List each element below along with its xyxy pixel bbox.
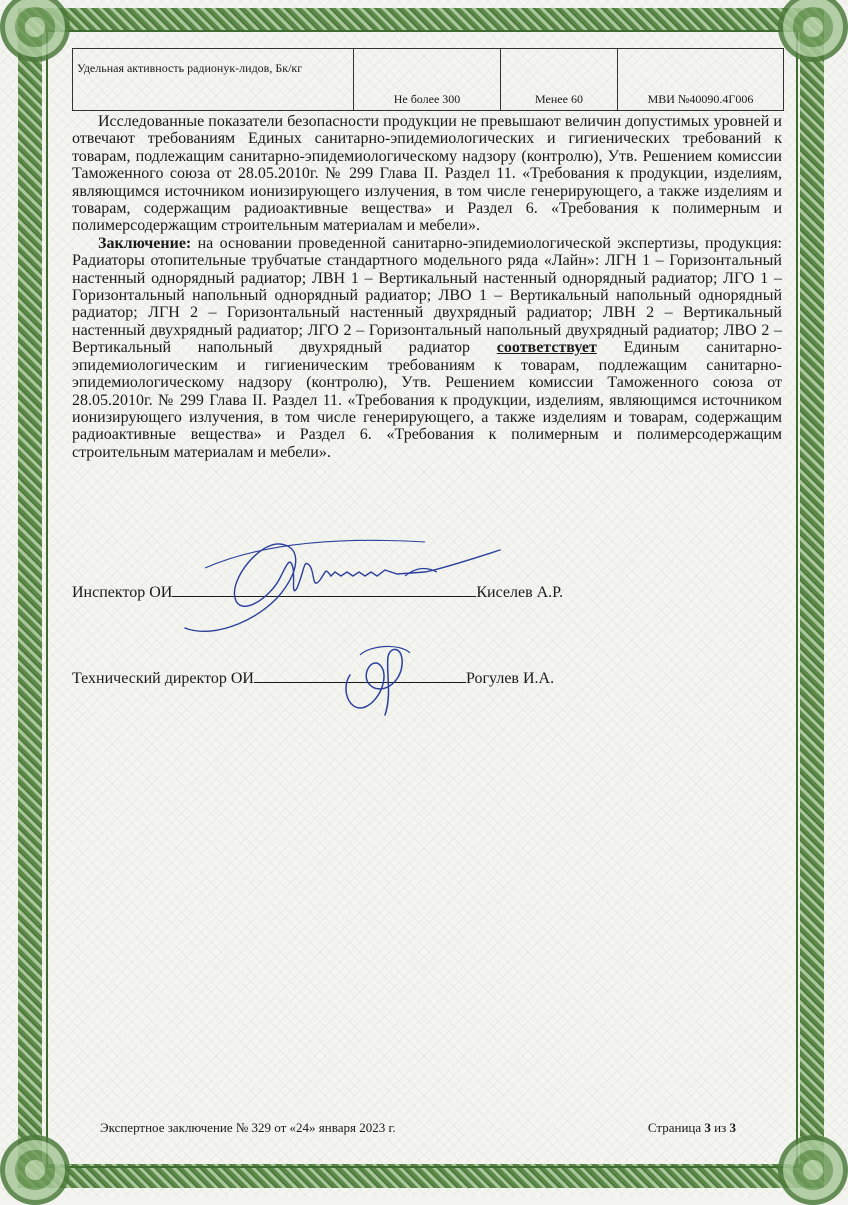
page-number: Страница 3 из 3 <box>647 1120 736 1135</box>
inspector-name: Киселев А.Р. <box>476 584 564 601</box>
corner-ornament-icon <box>0 1135 70 1205</box>
table-row <box>73 49 784 111</box>
conclusion-paragraph <box>72 235 782 461</box>
inspector-title: Инспектор ОИ <box>72 584 173 601</box>
indicator-cell: Удельная активность радионук-лидов, Бк/кг <box>73 49 354 111</box>
director-signature-line <box>72 668 554 688</box>
document-body <box>72 48 782 461</box>
director-title: Технический директор ОИ <box>72 670 254 687</box>
method-cell: МВИ №40090.4Г006 <box>618 49 784 111</box>
page-footer <box>100 1120 736 1136</box>
safety-paragraph <box>72 113 782 235</box>
norm-cell: Не более 300 <box>354 49 501 111</box>
conclusion-text-before: на основании проведенной санитарно-эпидемиологической экспертизы, продукция: Радиаторы отопительные трубчатые стандартного модельного ряда «Лайн»: ЛГН 1 – Горизонтальный настенный однорядный радиатор; ЛВН 1 – Вертикальный настенный однорядный радиатор; ЛГО 1 – Горизонтальный напольный однорядный радиатор; ЛВО 1 – Вертикальный напольный однорядный радиатор; ЛГН 2 – Горизонтальный настенный двухрядный радиатор; ЛВН 2 – Вертикальный настенный двухрядный радиатор; ЛГО 2 – Горизонтальный напольный двухрядный радиатор; ЛВО 2 – Вертикальный напольный двухрядный радиатор <box>72 234 782 357</box>
safety-paragraph-text: Исследованные показатели безопасности продукции не превышают величин допустимых уровней и отвечают требованиям Единых санитарно-эпидемиологических и гигиенических требований к товарам, подлежащим санитарно-эпидемиологическому надзору (контролю), Утв. Решением комиссии Таможенного союза от 28.05.2010г. № 299 Глава II. Раздел 11. «Требования к продукции, изделиям, являющимся источником ионизирующего излучения, в том числе генерирующего, а также изделиям и товарам, содержащим радиоактивные вещества» и Раздел 6. «Требования к полимерным и полимерсодержащим строительным материалам и мебели». <box>72 113 782 235</box>
results-table <box>72 48 784 111</box>
corner-ornament-icon <box>778 0 848 62</box>
inspector-signature-icon <box>175 528 505 643</box>
director-signature-icon <box>330 635 430 720</box>
conclusion-verb: соответствует <box>496 339 597 357</box>
result-cell: Менее 60 <box>501 49 618 111</box>
conclusion-text-after: Единым санитарно-эпидемиологическим и гигиеническим требованиям к товарам, подлежащим санитарно-эпидемиологическому надзору (контролю), Утв. Решением комиссии Таможенного союза от 28.05.2010г. № 299 Глава II. Раздел 11. «Требования к продукции, изделиям, являющимся источником ионизирующего излучения, в том числе генерирующего, а также изделиям и товарам, содержащим радиоактивные вещества» и Раздел 6. «Требования к полимерным и полимерсодержащим строительным материалам и мебели». <box>72 339 782 461</box>
footer-doc-reference: Экспертное заключение № 329 от «24» января 2023 г. <box>100 1120 396 1135</box>
corner-ornament-icon <box>778 1135 848 1205</box>
director-name: Рогулев И.А. <box>465 670 555 687</box>
conclusion-label: Заключение: <box>98 234 192 252</box>
